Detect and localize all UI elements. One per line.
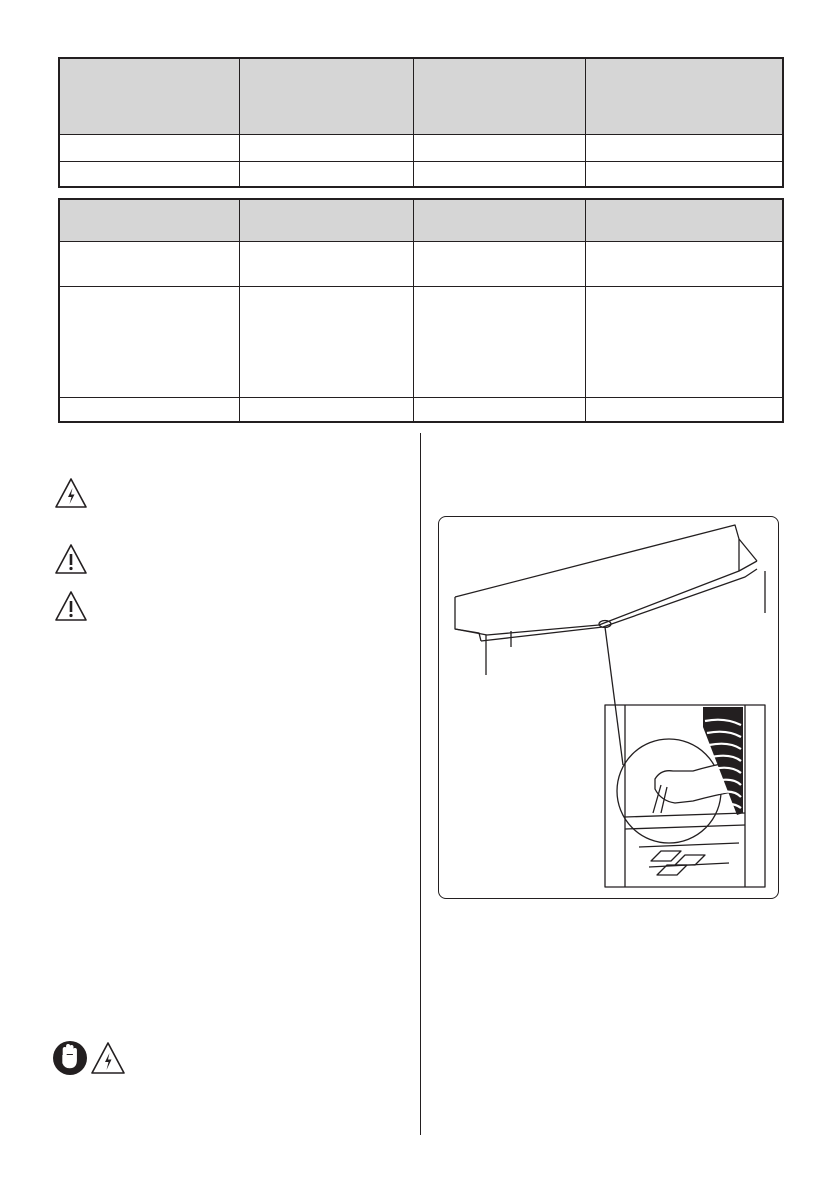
table-cell xyxy=(239,286,413,397)
table-cell xyxy=(59,161,239,187)
table-cell xyxy=(413,199,585,241)
fridge-shelf-illustration xyxy=(439,517,778,898)
table-cell xyxy=(59,134,239,161)
table-cell xyxy=(585,241,783,286)
spec-table-top xyxy=(58,57,784,188)
table-cell xyxy=(59,58,239,134)
column-divider xyxy=(420,433,421,1135)
illustration-panel xyxy=(438,516,779,899)
table-cell xyxy=(239,134,413,161)
general-warning-icon xyxy=(54,590,88,622)
table-cell xyxy=(239,161,413,187)
table-cell xyxy=(59,241,239,286)
table-cell xyxy=(239,241,413,286)
table-cell xyxy=(585,58,783,134)
table-cell xyxy=(413,286,585,397)
table-cell xyxy=(585,286,783,397)
electric-shock-warning-icon xyxy=(90,1041,126,1075)
spec-table-bottom xyxy=(58,198,784,423)
table-cell xyxy=(413,58,585,134)
table-cell xyxy=(413,397,585,422)
table-cell xyxy=(239,199,413,241)
general-warning-icon xyxy=(54,543,88,575)
table-cell xyxy=(413,134,585,161)
table-cell xyxy=(59,199,239,241)
table-cell xyxy=(585,161,783,187)
table-cell xyxy=(239,397,413,422)
stop-hand-icon xyxy=(52,1040,88,1076)
table-cell xyxy=(585,134,783,161)
table-cell xyxy=(59,397,239,422)
electric-shock-warning-icon xyxy=(54,477,88,509)
table-cell xyxy=(413,161,585,187)
table-cell xyxy=(413,241,585,286)
table-cell xyxy=(585,397,783,422)
table-cell xyxy=(239,58,413,134)
table-cell xyxy=(585,199,783,241)
table-cell xyxy=(59,286,239,397)
